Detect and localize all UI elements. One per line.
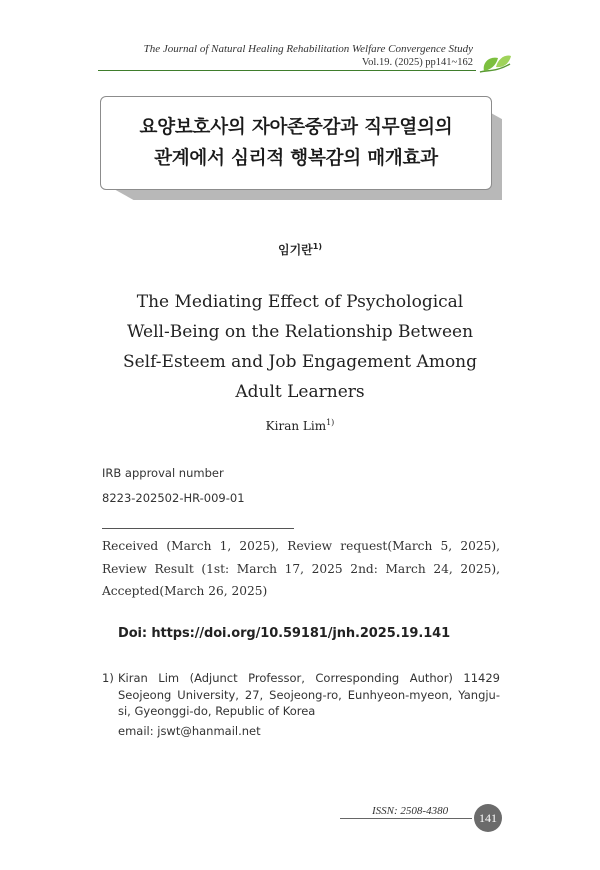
irb-number: 8223-202502-HR-009-01	[102, 491, 245, 505]
header-rule	[98, 70, 476, 71]
english-author-footnote-mark: 1)	[326, 418, 335, 427]
irb-block	[102, 461, 245, 511]
footnote-email: email: jswt@hanmail.net	[118, 723, 261, 738]
doi-link[interactable]: Doi: https://doi.org/10.59181/jnh.2025.19.141	[118, 626, 451, 641]
footnote	[102, 670, 500, 739]
review-dates: Received (March 1, 2025), Review request(March 5, 2025), Review Result (1st: March 17, 2025 2nd: March 24, 2025), Accepted(March 26, 2025)	[102, 539, 500, 598]
title-box-frame	[100, 96, 492, 190]
journal-name: The Journal of Natural Healing Rehabilitation Welfare Convergence Study	[143, 43, 473, 55]
volume-info: Vol.19. (2025) pp141~162	[361, 57, 473, 68]
korean-title-line-1: 요양보호사의 자아존중감과 직무열의의	[139, 117, 453, 138]
english-title-line-3: Self-Esteem and Job Engagement Among	[122, 352, 478, 372]
irb-label: IRB approval number	[102, 466, 224, 480]
korean-author-name: 임기란	[277, 243, 313, 257]
english-author	[0, 418, 600, 433]
page-number-badge: 141	[474, 804, 502, 832]
korean-title	[140, 112, 453, 174]
english-title-line-2: Well-Being on the Relationship Between	[126, 322, 474, 342]
title-box	[100, 96, 500, 196]
english-title-line-4: Adult Learners	[235, 382, 365, 402]
english-title-line-1: The Mediating Effect of Psychological	[136, 292, 464, 312]
issn: ISSN: 2508-4380	[372, 805, 449, 817]
section-rule	[102, 528, 294, 529]
english-title	[0, 287, 600, 407]
journal-header	[144, 43, 473, 69]
footnote-number: 1)	[102, 671, 114, 685]
english-author-name: Kiran Lim	[265, 419, 327, 433]
korean-title-line-2: 관계에서 심리적 행복감의 매개효과	[154, 148, 438, 169]
leaf-icon	[478, 50, 512, 78]
author-footnote-mark: 1)	[312, 242, 322, 251]
korean-author	[0, 241, 600, 258]
footer-rule	[340, 818, 472, 819]
footnote-affiliation: Kiran Lim (Adjunct Professor, Corresponding Author) 11429 Seojeong University, 27, Seojeong-ro, Eunhyeon-myeon, Yangju-si, Gyeonggi-do, Republic of Korea	[118, 671, 500, 718]
